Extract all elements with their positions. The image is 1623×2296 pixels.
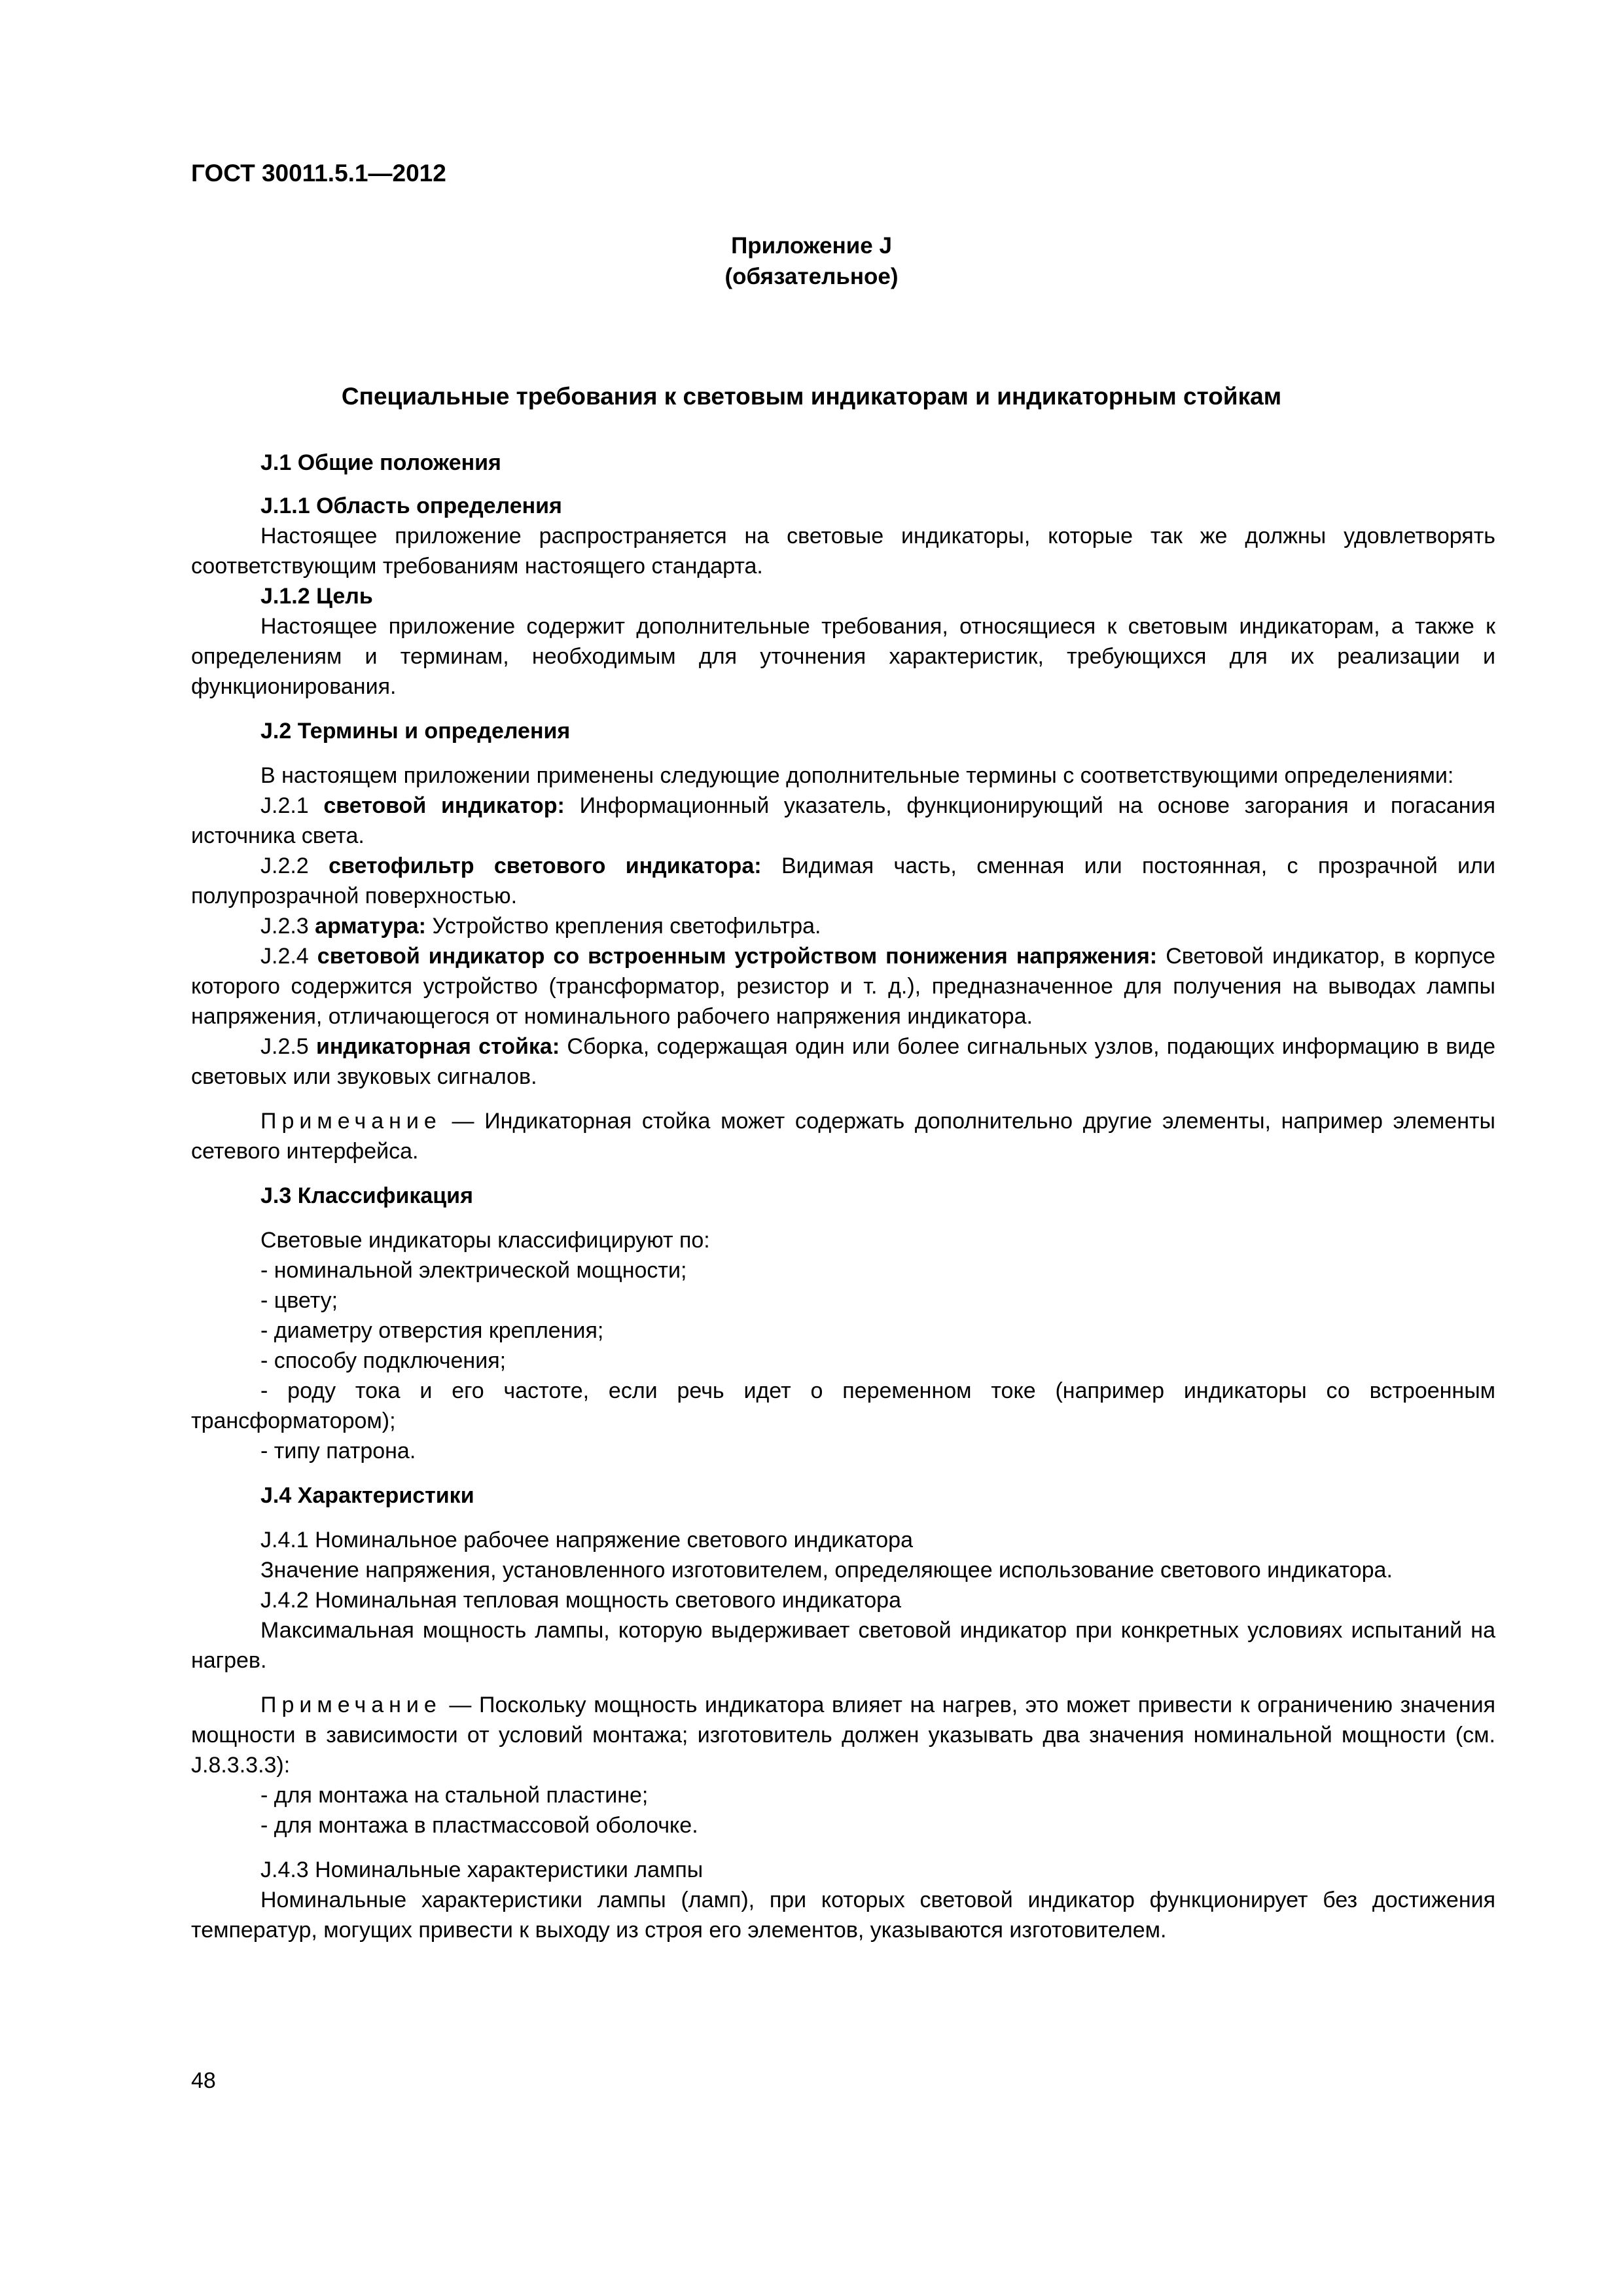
note-label: Примечание xyxy=(260,1693,442,1717)
list-item: - типу патрона. xyxy=(260,1439,416,1463)
paragraph-j11: Настоящее приложение распространяется на световые индикаторы, которые так же должны удовлетворять соответствующим требованиям настоящего стандарта. xyxy=(191,524,1495,579)
list-item: - для монтажа на стальной пластине; xyxy=(260,1783,649,1808)
paragraph-j3-intro: Световые индикаторы классифицируют по: xyxy=(260,1228,710,1253)
note-j2: Примечание — Индикаторная стойка может содержать дополнительно другие элементы, например элементы сетевого интерфейса. xyxy=(191,1109,1495,1164)
paragraph-j42: Максимальная мощность лампы, которую выдерживает световой индикатор при конкретных условиях испытаний на нагрев. xyxy=(191,1618,1495,1673)
subheading-j43: J.4.3 Номинальные характеристики лампы xyxy=(260,1857,704,1882)
term-j21: J.2.1 световой индикатор: Информационный указатель, функционирующий на основе загорания и погасания источника света. xyxy=(191,793,1495,848)
section-heading-j2: J.2 Термины и определения xyxy=(260,719,571,744)
list-item: - номинальной электрической мощности; xyxy=(260,1258,687,1283)
term-j25: J.2.5 индикаторная стойка: Сборка, содержащая один или более сигнальных узлов, подающих информацию в виде световых или звуковых сигналов. xyxy=(191,1034,1495,1089)
appendix-title: Приложение J xyxy=(731,233,892,259)
section-heading-j1: J.1 Общие положения xyxy=(260,450,501,475)
term-j23: J.2.3 арматура: Устройство крепления светофильтра. xyxy=(260,914,821,939)
list-item: - цвету; xyxy=(260,1288,338,1313)
subheading-j42: J.4.2 Номинальная тепловая мощность светового индикатора xyxy=(260,1588,901,1613)
document-body xyxy=(191,448,1495,1945)
section-heading-j3: J.3 Классификация xyxy=(260,1183,473,1208)
section-heading-j12: J.1.2 Цель xyxy=(260,584,373,609)
appendix-status: (обязательное) xyxy=(724,264,899,289)
note-j42: Примечание — Поскольку мощность индикатора влияет на нагрев, это может привести к ограничению значения мощности в зависимости от условий монтажа; изготовитель должен указывать два значения номинальной мощности (см. J.8.3.3.3): xyxy=(191,1693,1495,1778)
page-number: 48 xyxy=(191,2068,216,2093)
note-label: Примечание xyxy=(260,1109,442,1134)
section-heading-j4: J.4 Характеристики xyxy=(260,1483,474,1508)
paragraph-j12: Настоящее приложение содержит дополнительные требования, относящиеся к световым индикаторам, а также к определениям и терминам, необходимым для уточнения характеристик, требующихся для их реализации и функционирования. xyxy=(191,614,1495,699)
paragraph-j2-intro: В настоящем приложении применены следующие дополнительные термины с соответствующими определениями: xyxy=(260,763,1454,788)
document-code: ГОСТ 30011.5.1—2012 xyxy=(191,160,446,187)
paragraph-j41: Значение напряжения, установленного изготовителем, определяющее использование светового индикатора. xyxy=(260,1558,1393,1583)
appendix-header xyxy=(0,230,1623,292)
list-item: - способу подключения; xyxy=(260,1348,507,1373)
list-item: - для монтажа в пластмассовой оболочке. xyxy=(260,1813,698,1838)
term-j22: J.2.2 светофильтр светового индикатора: Видимая часть, сменная или постоянная, с прозрачной или полупрозрачной поверхностью. xyxy=(191,853,1496,908)
list-item: - диаметру отверстия крепления; xyxy=(260,1318,604,1343)
list-item: - роду тока и его частоте, если речь идет о переменном токе (например индикаторы со встроенным трансформатором); xyxy=(191,1378,1495,1433)
section-heading-j11: J.1.1 Область определения xyxy=(260,493,562,518)
subheading-j41: J.4.1 Номинальное рабочее напряжение светового индикатора xyxy=(260,1528,913,1552)
term-j24: J.2.4 световой индикатор со встроенным устройством понижения напряжения: Световой индикатор, в корпусе которого содержится устройство (трансформатор, резистор и т. д.), предназначенное для получения на выводах лампы напряжения, отличающегося от номинального рабочего напряжения индикатора. xyxy=(191,944,1496,1029)
paragraph-j43: Номинальные характеристики лампы (ламп), при которых световой индикатор функционирует без достижения температур, могущих привести к выходу из строя его элементов, указываются изготовителем. xyxy=(191,1888,1495,1943)
main-title: Специальные требования к световым индикаторам и индикаторным стойкам xyxy=(341,383,1282,410)
